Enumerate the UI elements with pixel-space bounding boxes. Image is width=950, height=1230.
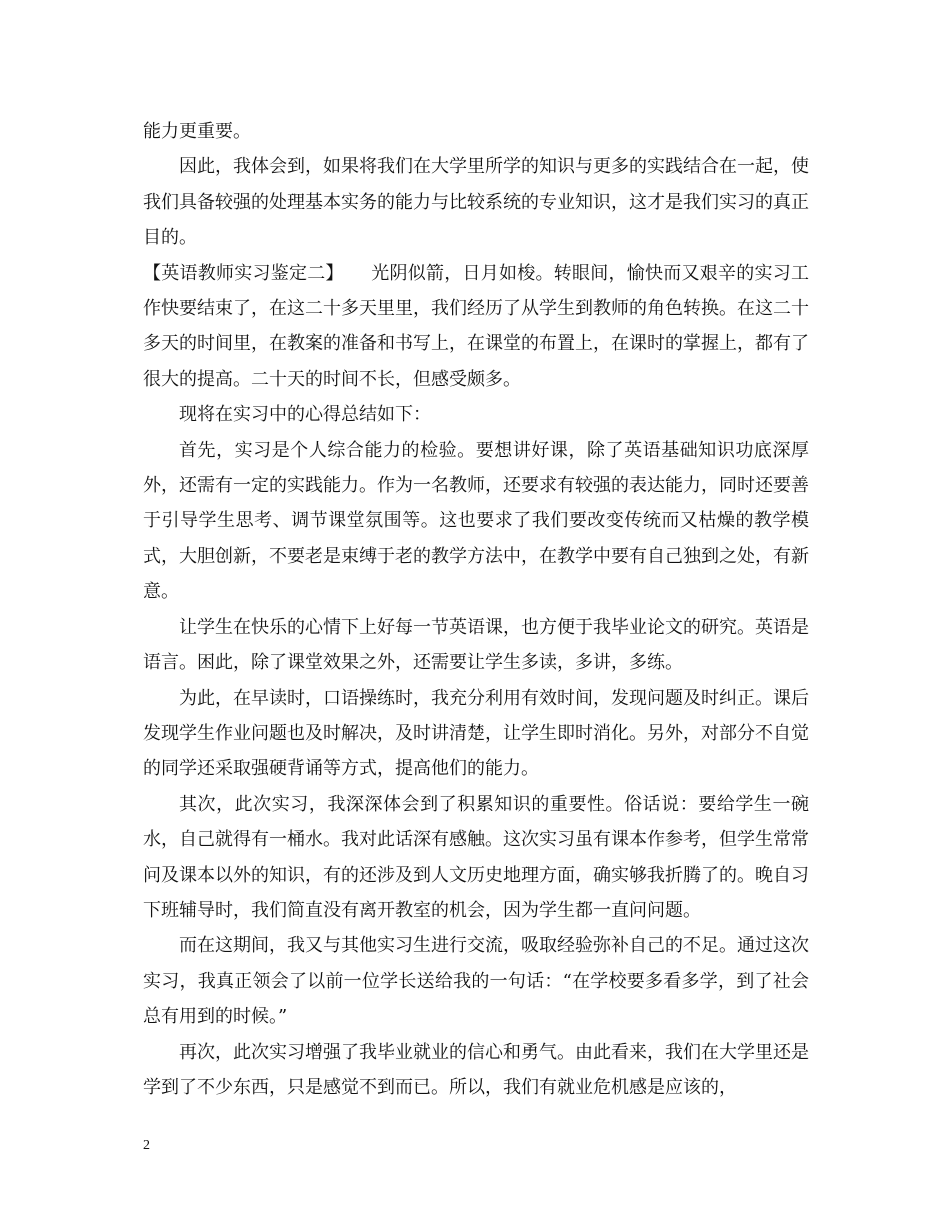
paragraph: 因此，我体会到，如果将我们在大学里所学的知识与更多的实践结合在一起，使我们具备较强的处理基本实务的能力与比较系统的专业知识，这才是我们实习的真正目的。 bbox=[143, 156, 809, 249]
body-text bbox=[143, 114, 809, 1105]
page-number: 2 bbox=[143, 1138, 150, 1153]
paragraph: 现将在实习中的心得总结如下： bbox=[179, 404, 431, 426]
paragraph: 能力更重要。 bbox=[143, 121, 251, 142]
paragraph: 首先，实习是个人综合能力的检验。要想讲好课，除了英语基础知识功底深厚外，还需有一定的实践能力。作为一名教师，还要求有较强的表达能力，同时还要善于引导学生思考、调节课堂氛围等。这也要求了我们要改变传统而又枯燥的教学模式，大胆创新，不要老是束缚于老的教学方法中，在教学中要有自己独到之处，有新意。 bbox=[143, 439, 809, 603]
paragraph: 再次，此次实习增强了我毕业就业的信心和勇气。由此看来，我们在大学里还是学到了不少东西，只是感觉不到而已。所以，我们有就业危机感是应该的， bbox=[143, 1041, 809, 1098]
paragraph: 其次，此次实习，我深深体会到了积累知识的重要性。俗话说：要给学生一碗水，自己就得有一桶水。我对此话深有感触。这次实习虽有课本作参考，但学生常常问及课本以外的知识，有的还涉及到人文历史地理方面，确实够我折腾了的。晚自习下班辅导时，我们简直没有离开教室的机会，因为学生都一直问问题。 bbox=[143, 793, 809, 921]
paragraph-section-heading: 【英语教师实习鉴定二】 光阴似箭，日月如梭。转眼间，愉快而又艰辛的实习工作快要结束了，在这二十多天里里，我们经历了从学生到教师的角色转换。在这二十多天的时间里，在教案的准备和书写上，在课堂的布置上，在课时的掌握上，都有了很大的提高。二十天的时间不长，但感受颇多。 bbox=[143, 262, 809, 390]
paragraph: 而在这期间，我又与其他实习生进行交流，吸取经验弥补自己的不足。通过这次实习，我真正领会了以前一位学长送给我的一句话：“在学校要多看多学，到了社会总有用到的时候。” bbox=[143, 935, 809, 1028]
paragraph: 为此，在早读时，口语操练时，我充分利用有效时间，发现问题及时纠正。课后发现学生作业问题也及时解决，及时讲清楚，让学生即时消化。另外，对部分不自觉的同学还采取强硬背诵等方式，提高他们的能力。 bbox=[143, 687, 809, 780]
paragraph: 让学生在快乐的心情下上好每一节英语课，也方便于我毕业论文的研究。英语是语言。困此，除了课堂效果之外，还需要让学生多读，多讲，多练。 bbox=[143, 616, 809, 674]
